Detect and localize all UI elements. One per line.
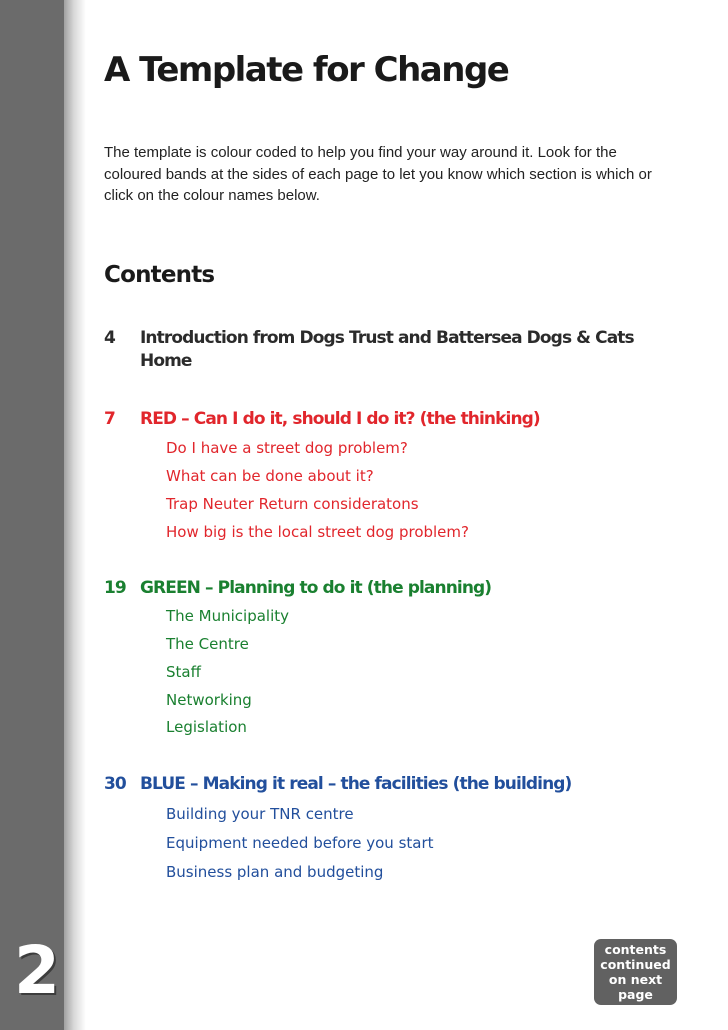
item-label: Do I have a street dog problem?	[166, 439, 408, 457]
item-label: Building your TNR centre	[166, 805, 354, 823]
contents-continued-button[interactable]	[594, 939, 677, 1005]
page-number: 2	[14, 932, 60, 1009]
badge-line: page	[618, 987, 653, 1002]
item-label: How big is the local street dog problem?	[166, 523, 469, 541]
item-label: Business plan and budgeting	[166, 863, 384, 881]
item-label: Networking	[166, 691, 252, 709]
item-label: The Municipality	[166, 607, 290, 625]
item-label: Equipment needed before you start	[166, 834, 434, 852]
contents-heading: Contents	[104, 262, 215, 288]
item-label: What can be done about it?	[166, 467, 374, 485]
side-colour-band	[0, 0, 64, 1030]
badge-line: contents	[604, 942, 667, 957]
section-label: Home	[140, 351, 192, 371]
section-page-number: 7	[104, 409, 115, 429]
item-label: Staff	[166, 663, 201, 681]
side-band-shadow	[64, 0, 86, 1030]
section-page-number: 4	[104, 328, 115, 348]
section-page-number: 30	[104, 774, 126, 794]
badge-line: continued	[600, 957, 671, 972]
intro-text: The template is colour coded to help you find your way around it. Look for the coloured bands at the sides of each page to let you know which section is which or click on the colour names below.	[104, 144, 652, 204]
section-label: BLUE – Making it real – the facilities (the building)	[140, 774, 572, 794]
item-label: The Centre	[166, 635, 249, 653]
section-page-number: 19	[104, 578, 126, 598]
badge-line: on next	[608, 972, 663, 987]
section-label: RED – Can I do it, should I do it? (the thinking)	[140, 409, 540, 429]
page-title: A Template for Change	[104, 50, 509, 90]
section-label: Introduction from Dogs Trust and Battersea Dogs & Cats	[140, 328, 634, 348]
item-label: Legislation	[166, 718, 247, 736]
item-label: Trap Neuter Return consideratons	[166, 495, 419, 513]
section-label: GREEN – Planning to do it (the planning)	[140, 578, 492, 598]
